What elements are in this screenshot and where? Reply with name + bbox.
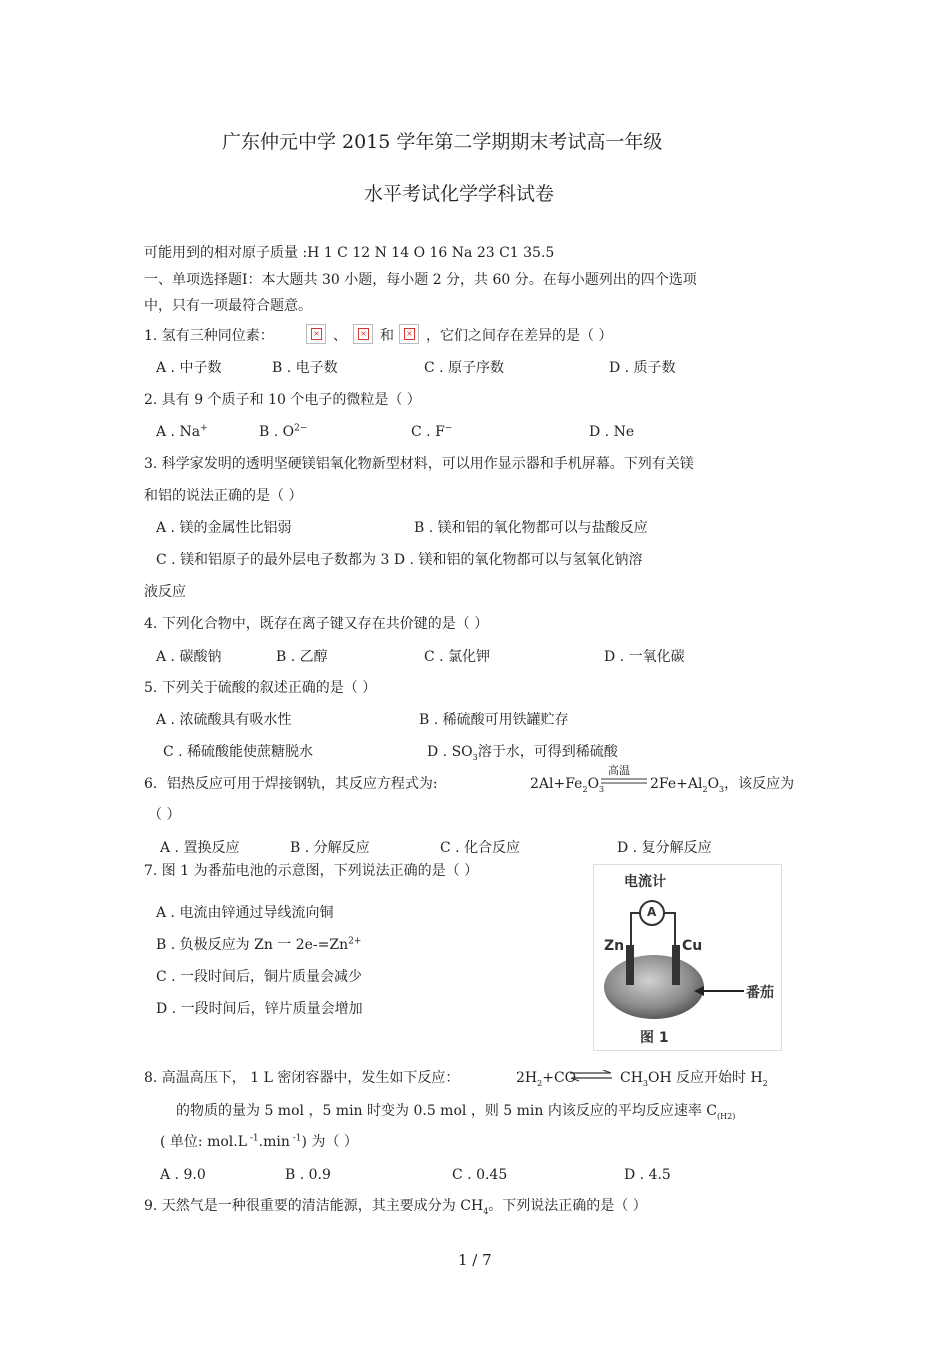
zn-label: Zn [604,938,625,954]
q4-option-d: D . 一氧化碳 [604,649,685,665]
q5-option-b: B . 稀硫酸可用铁罐贮存 [419,712,569,728]
section1-line1: 一、单项选择题Ⅰ：本大题共 30 小题，每小题 2 分，共 60 分。在每小题列出的四个选项 [144,272,697,288]
q1-option-b: B . 电子数 [272,360,338,376]
q1-stem-end: ，它们之间存在差异的是（ ） [426,328,613,344]
missing-image-icon: × [399,324,419,344]
q4-option-c: C . 氯化钾 [424,649,491,665]
q6-option-c: C . 化合反应 [440,840,521,856]
title-line2: 水平考试化学学科试卷 [364,183,555,205]
missing-image-icon: × [306,324,326,344]
q7-stem: 7. 图 1 为番茄电池的示意图，下列说法正确的是（ ） [144,863,479,879]
q8-stem: 8. 高温高压下， 1 L 密闭容器中，发生如下反应： [144,1070,460,1086]
q7-option-c: C . 一段时间后，铜片质量会减少 [156,969,363,985]
q4-option-b: B . 乙醇 [276,649,328,665]
q1-stem: 1. 氢有三种同位素： [144,328,274,344]
ammeter-symbol: A [647,905,657,919]
q8-stem-end: 反应开始时 $H_2$ [676,1070,768,1088]
q3-option-c: C . 镁和铝原子的最外层电子数都为 3 D . 镁和铝的氧化物都可以与氢氧化钠溶 [156,552,643,568]
title-line1: 广东仲元中学 2015 学年第二学期期末考试高一年级 [222,131,663,153]
equilibrium-arrow-icon [569,1070,613,1082]
q7-option-a: A . 电流由锌通过导线流向铜 [156,905,334,921]
q8-line3: ( 单位: mol.L $^{-1}$.min $^{-1}$) 为（ ） [160,1133,358,1150]
tomato-label: 番茄 [746,985,774,1001]
q3-stem-line1: 3. 科学家发明的透明坚硬镁铝氧化物新型材料，可以用作显示器和手机屏幕。下列有关镁 [144,456,694,472]
q8-line2: 的物质的量为 5 mol ，5 min 时变为 0.5 mol ，则 5 min 内该反应的平均反应速率 $C_{(H2)}$ [176,1103,736,1121]
atomic-masses: 可能用到的相对原子质量 :H 1 C 12 N 14 O 16 Na 23 C1 35.5 [144,245,555,261]
q8-option-b: B . 0.9 [285,1167,331,1183]
figure-caption: 图 1 [640,1030,669,1046]
q5-option-c: C . 稀硫酸能使蔗糖脱水 [163,744,314,760]
q8-equation-left: $2H_2+CO$ [516,1070,577,1088]
q2-stem: 2. 具有 9 个质子和 10 个电子的微粒是（ ） [144,392,421,408]
section1-line2: 中，只有一项最符合题意。 [144,298,312,314]
q9-stem: 9. 天然气是一种很重要的清洁能源，其主要成分为 $CH_4$。下列说法正确的是（ ） [144,1198,647,1216]
cu-label: Cu [682,938,703,954]
q1-sep2: 和 [380,328,394,344]
q2-option-b: B . $O^{2-}$ [259,423,308,440]
q6-option-b: B . 分解反应 [290,840,370,856]
q1-option-d: D . 质子数 [609,360,676,376]
q6-stem: 6．铝热反应可用于焊接钢轨，其反应方程式为: [144,776,438,792]
q1-option-c: C . 原子序数 [424,360,505,376]
meter-label: 电流计 [624,874,666,890]
q8-option-c: C . 0.45 [452,1167,508,1183]
q4-option-a: A . 碳酸钠 [156,649,222,665]
q3-option-c-cont: 液反应 [144,584,186,600]
q2-option-a: A . Na+ [156,423,208,440]
q1-sep1: 、 [333,328,347,344]
page-number: 1 / 7 [458,1251,492,1269]
missing-image-icon: × [353,324,373,344]
tomato-battery-diagram [594,865,781,1050]
q6-condition: 高温 [608,764,630,777]
q5-option-d: D . $SO_3$溶于水，可得到稀硫酸 [427,744,618,762]
q3-option-b: B . 镁和铝的氧化物都可以与盐酸反应 [414,520,648,536]
q7-option-d: D . 一段时间后，锌片质量会增加 [156,1001,363,1017]
q6-equation-left: $2Al+Fe_2O_3$ [530,776,605,794]
q3-stem-line2: 和铝的说法正确的是（ ） [144,488,303,504]
q5-stem: 5. 下列关于硫酸的叙述正确的是（ ） [144,680,377,696]
q2-option-d: D . Ne [589,424,635,440]
q4-stem: 4. 下列化合物中，既存在离子键又存在共价键的是（ ） [144,616,489,632]
q8-option-a: A . 9.0 [160,1167,206,1183]
q6-equation-right: $2Fe+Al_2O_3$，该反应为 [650,776,795,794]
q8-option-d: D . 4.5 [624,1167,671,1183]
q1-option-a: A . 中子数 [156,360,222,376]
q6-paren: （ ） [148,807,181,823]
equals-sign-icon [600,777,648,787]
q5-option-a: A . 浓硫酸具有吸水性 [156,712,292,728]
q8-equation-right: $CH_3OH$ [620,1070,672,1088]
q2-option-c: C . F− [411,423,453,440]
q7-option-b: B . 负极反应为 Zn 一 $2e-=Zn^{2+}$ [156,936,362,953]
q6-option-d: D . 复分解反应 [617,840,712,856]
tomato-battery-figure [593,864,782,1051]
q3-option-a: A . 镁的金属性比铝弱 [156,520,292,536]
q6-option-a: A . 置换反应 [160,840,240,856]
